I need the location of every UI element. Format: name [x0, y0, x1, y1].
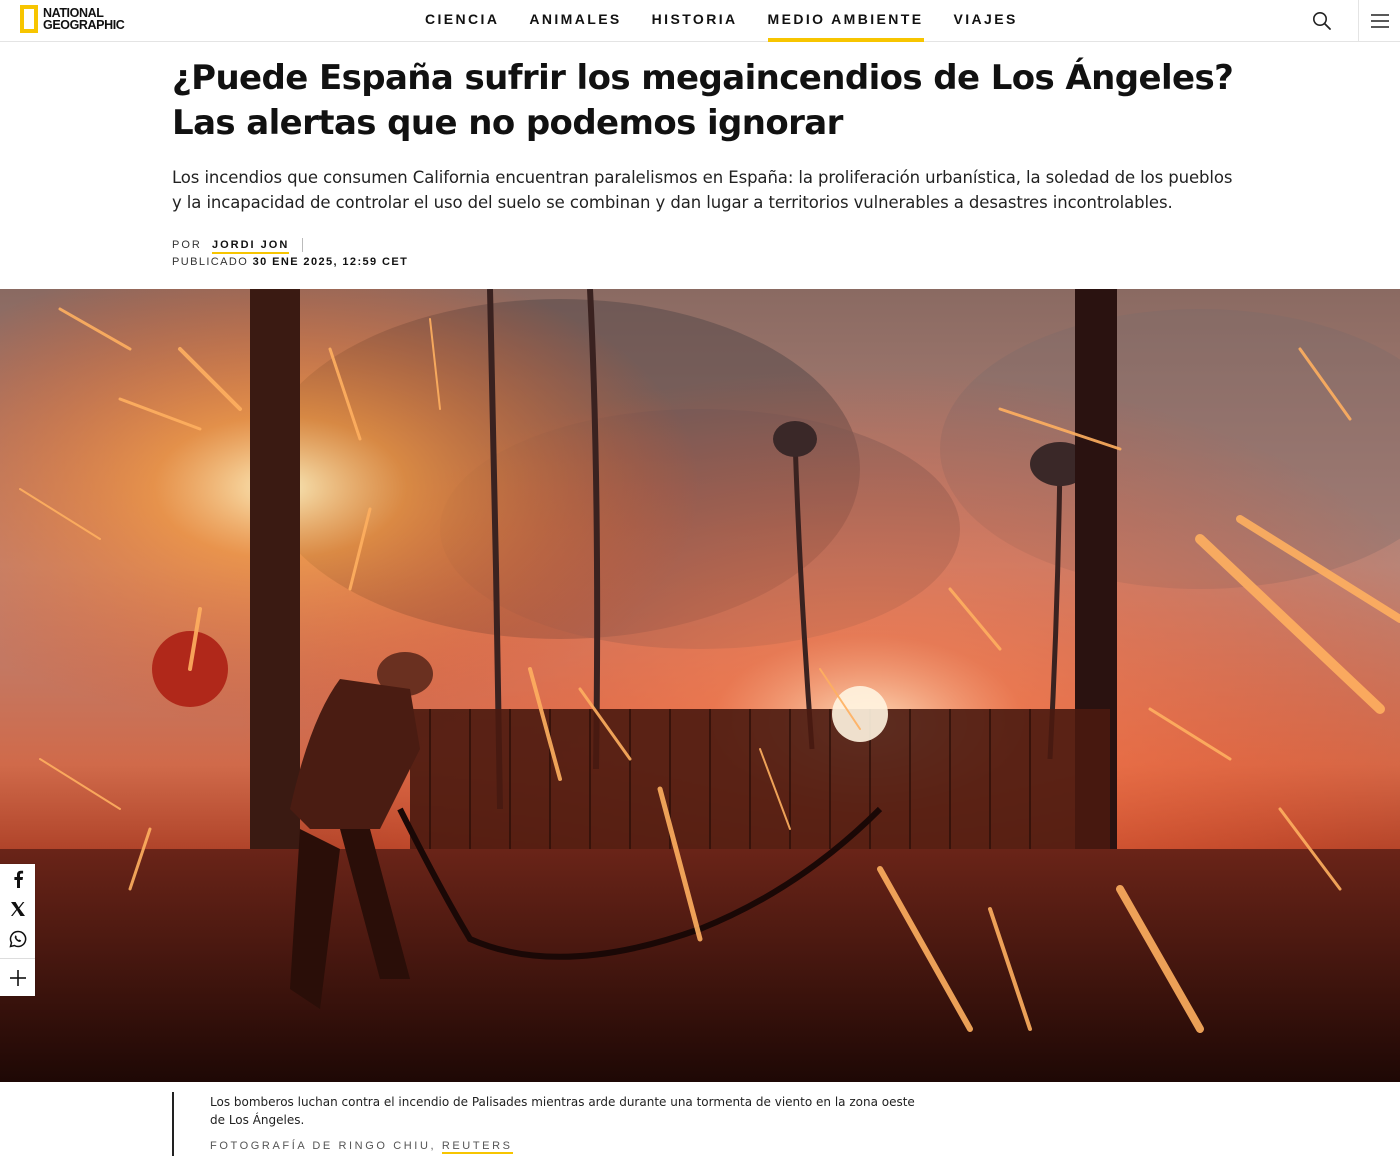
share-whatsapp[interactable]	[0, 924, 35, 954]
share-rail	[0, 864, 35, 996]
search-icon	[1312, 11, 1332, 31]
nav-viajes[interactable]: VIAJES	[953, 11, 1018, 27]
byline-divider	[302, 238, 303, 252]
image-caption: Los bomberos luchan contra el incendio de Palisades mientras arde durante una tormenta de viento en la zona oeste de Los Ángeles.	[210, 1095, 915, 1127]
nav-ciencia[interactable]: CIENCIA	[425, 11, 500, 27]
logo-wordmark	[43, 7, 124, 32]
logo-line2: GEOGRAPHIC	[43, 18, 125, 32]
caption-divider	[172, 1092, 174, 1156]
nav-medio-ambiente[interactable]: MEDIO AMBIENTE	[753, 0, 939, 42]
facebook-icon	[12, 870, 24, 888]
photo-credit	[210, 1138, 513, 1154]
logo-yellow-rectangle	[20, 5, 38, 33]
hero-image	[0, 289, 1400, 1082]
nat-geo-logo[interactable]	[20, 4, 124, 34]
published-date: 30 ENE 2025, 12:59 CET	[252, 256, 409, 268]
credit-text: FOTOGRAFÍA DE RINGO CHIU,	[210, 1140, 442, 1152]
share-facebook[interactable]	[0, 864, 35, 894]
share-x[interactable]	[0, 894, 35, 924]
article-title: ¿Puede España sufrir los megaincendios de Los Ángeles? Las alertas que no podemos ignorar	[172, 58, 1234, 143]
x-icon	[10, 901, 26, 917]
nav-animales[interactable]: ANIMALES	[529, 11, 622, 27]
nav-historia[interactable]: HISTORIA	[651, 11, 738, 27]
article-dek: Los incendios que consumen California encuentran paralelismos en España: la proliferación urbanística, la soledad de los pueblos y la incapacidad de controlar el uso del suelo se combinan y dan lugar a territorios vulnerables a desastres incontrolables.	[172, 168, 1233, 212]
published-label: PUBLICADO	[172, 256, 249, 268]
menu-button[interactable]	[1358, 0, 1400, 42]
share-more[interactable]	[0, 958, 35, 996]
logo-line1: NATIONAL	[43, 5, 104, 20]
site-header	[0, 0, 1400, 42]
whatsapp-icon	[9, 930, 27, 948]
published-info	[172, 254, 408, 270]
author-link[interactable]: JORDI JON	[212, 239, 289, 254]
main-nav	[410, 0, 1033, 42]
search-button[interactable]	[1302, 0, 1342, 42]
hero-photo-illustration	[0, 289, 1400, 1082]
byline	[172, 237, 303, 253]
byline-label: POR	[172, 239, 202, 251]
credit-agency-link[interactable]: REUTERS	[441, 1140, 513, 1152]
plus-icon	[9, 969, 27, 987]
hamburger-menu-icon	[1371, 14, 1389, 28]
